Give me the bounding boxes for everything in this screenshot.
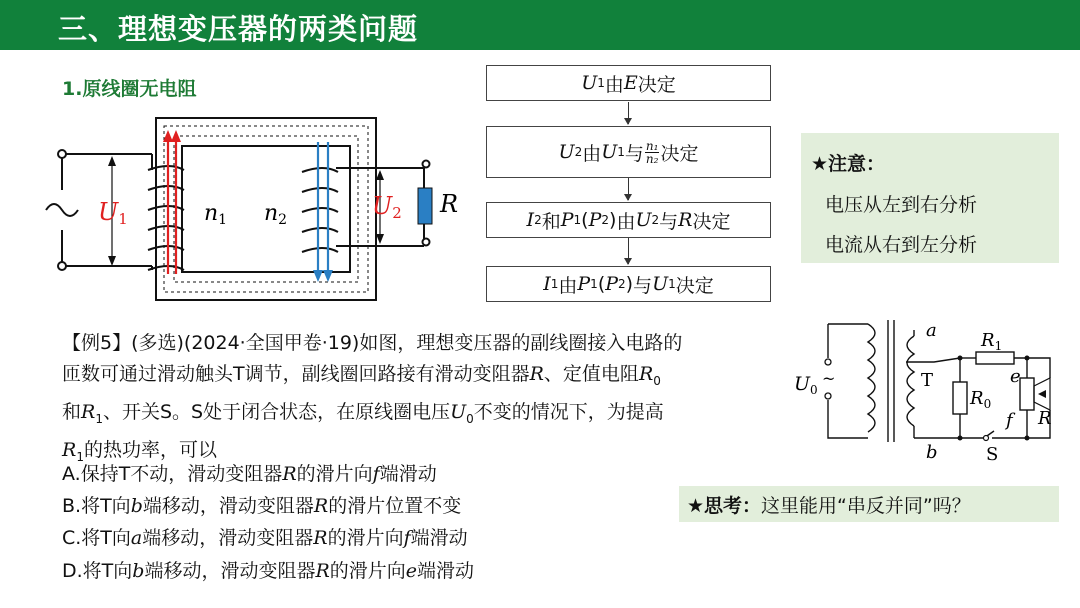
flow-box-u2: U 2 由 U 1 与 $\frac{\text{n₁}}{\text{n₂}}$ 决定 bbox=[486, 126, 771, 178]
resistor-r bbox=[418, 188, 432, 224]
rheostat-r-label: R bbox=[1038, 408, 1052, 429]
r1-label: $R_1$ bbox=[981, 330, 1003, 353]
terminal-b-label: b bbox=[926, 442, 938, 463]
option-d: D.将T向b端移动，滑动变阻器R的滑片向e端滑动 bbox=[62, 560, 475, 582]
u1-label: U1 bbox=[98, 198, 128, 228]
note-box bbox=[801, 133, 1059, 263]
note-line-voltage: 电压从左到右分析 bbox=[825, 194, 978, 216]
note-title: ★注意： bbox=[811, 153, 886, 175]
option-c: C.将T向a端移动，滑动变阻器R的滑片向f端滑动 bbox=[62, 527, 468, 549]
example-question bbox=[62, 328, 782, 472]
switch-s-label: S bbox=[986, 444, 999, 464]
r-label: R bbox=[440, 190, 459, 218]
tilde-symbol: ~ bbox=[822, 369, 836, 388]
point-e-label: e bbox=[1010, 366, 1021, 387]
option-b: B.将T向b端移动，滑动变阻器R的滑片位置不变 bbox=[62, 495, 462, 517]
flow-arrow-3 bbox=[628, 238, 629, 264]
primary-terminal-top bbox=[58, 150, 66, 158]
flow-box-i1: I 1 由 P 1 ( P 2 ) 与 U 1 决定 bbox=[486, 266, 771, 302]
transformer-diagram bbox=[40, 112, 480, 312]
page-title: 三、理想变压器的两类问题 bbox=[58, 12, 419, 46]
header-bar bbox=[0, 0, 1080, 50]
point-f-label: f bbox=[1006, 410, 1013, 431]
turns-ratio-fraction: $\frac{\text{n₁}}{\text{n₂}}$ bbox=[645, 138, 659, 166]
example-circuit-diagram bbox=[788, 314, 1068, 464]
blue-flux-arrows bbox=[313, 142, 333, 282]
example-line-2: 匝数可通过滑动触头T调节，副线圈回路接有滑动变阻器R、定值电阻$R_0$ bbox=[62, 363, 661, 388]
think-text: 这里能用“串反并同”吗？ bbox=[761, 494, 971, 517]
secondary-coil bbox=[302, 168, 338, 252]
flow-box-u1: U 1 由 E 决定 bbox=[486, 65, 771, 101]
u0-label: $U_0$ bbox=[794, 373, 818, 397]
example-line-3: 和$R_1$、开关S。S处于闭合状态，在原线圈电压$U_0$不变的情况下，为提高 bbox=[62, 400, 664, 426]
flow-arrow-1 bbox=[628, 102, 629, 124]
n1-label: n1 bbox=[204, 201, 228, 228]
section-label: 1.原线圈无电阻 bbox=[62, 78, 197, 100]
r0-label: $R_0$ bbox=[970, 388, 992, 411]
example-line-1: 【例5】(多选)(2024·全国甲卷·19)如图，理想变压器的副线圈接入电路的 bbox=[62, 332, 683, 354]
flow-box-i2: I 2 和 P 1 ( P 2 ) 由 U 2 与 R 决定 bbox=[486, 202, 771, 238]
u2-label: U2 bbox=[372, 192, 402, 222]
option-a: A.保持T不动，滑动变阻器R的滑片向f端滑动 bbox=[62, 463, 437, 485]
n2-label: n2 bbox=[264, 201, 288, 228]
red-flux-arrows bbox=[163, 130, 181, 274]
note-line-current: 电流从右到左分析 bbox=[825, 234, 978, 256]
think-box bbox=[679, 486, 1059, 522]
example-line-4: $R_1$的热功率，可以 bbox=[62, 438, 217, 464]
ac-source-icon bbox=[46, 204, 78, 216]
primary-terminal-bottom bbox=[58, 262, 66, 270]
think-label: ★思考： bbox=[687, 494, 762, 517]
slider-t-label: T bbox=[921, 370, 934, 391]
flow-arrow-2 bbox=[628, 178, 629, 200]
primary-coil bbox=[148, 166, 184, 270]
terminal-a-label: a bbox=[926, 320, 937, 341]
